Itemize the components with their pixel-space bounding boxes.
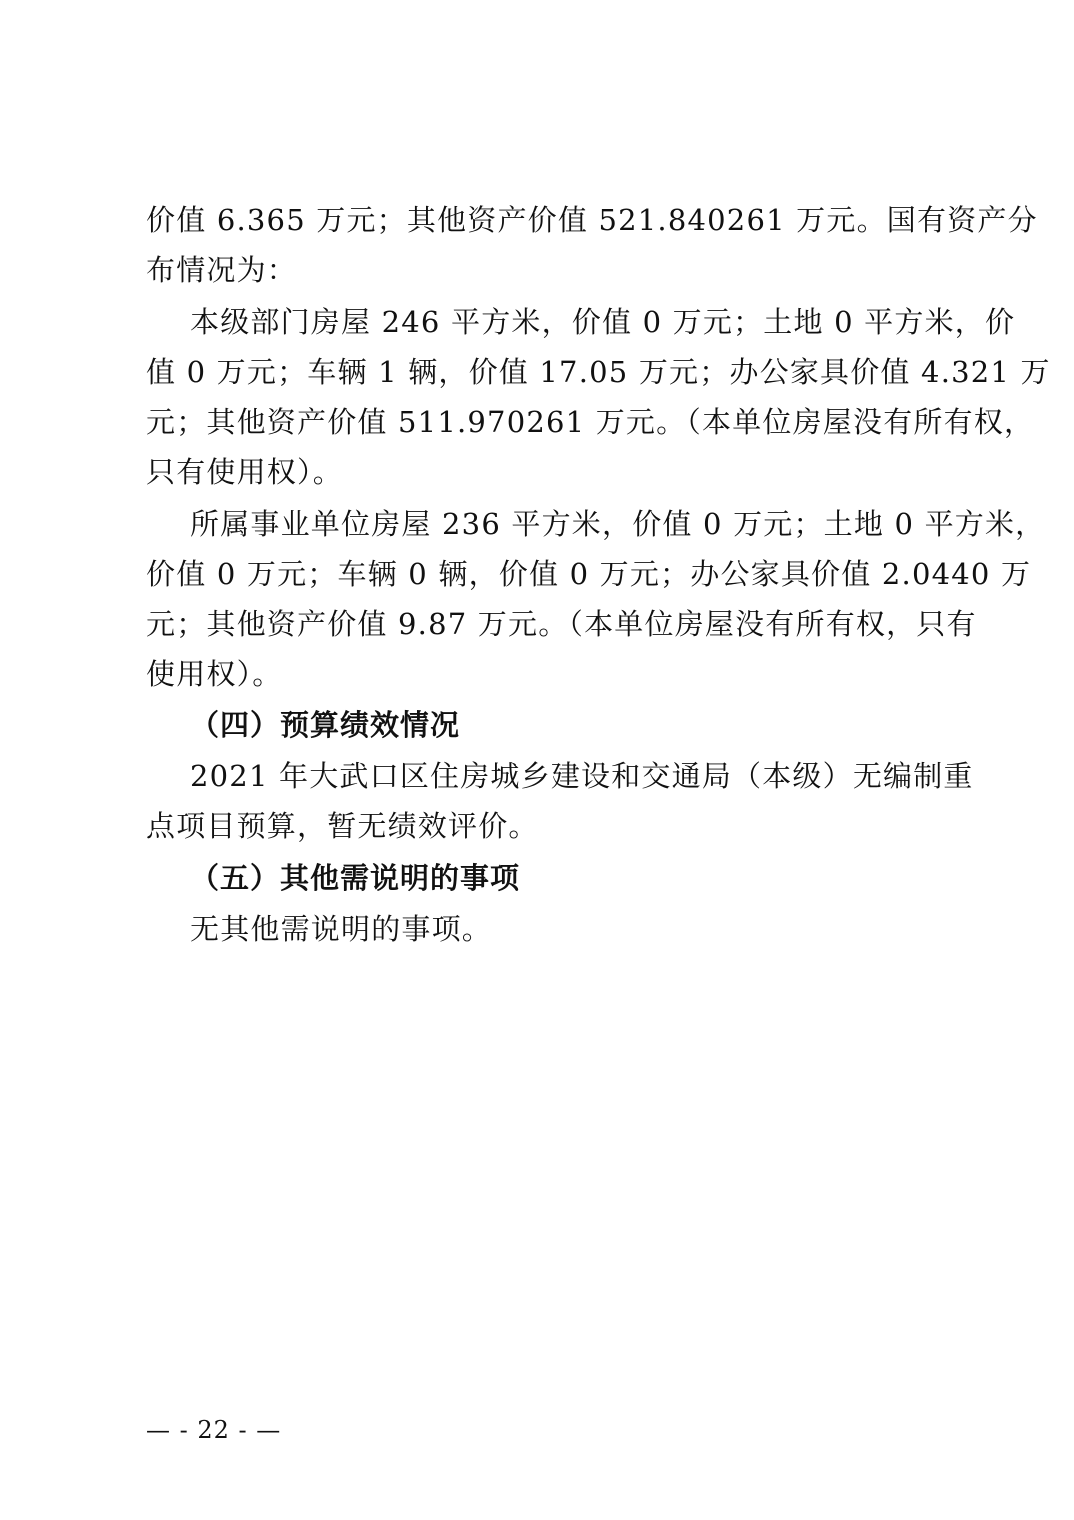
paragraph-asset-summary-line-1: 价值 6.365 万元；其他资产价值 521.840261 万元。国有资产分 [146, 203, 1038, 237]
paragraph-budget-performance-line-1: 2021 年大武口区住房城乡建设和交通局（本级）无编制重 [190, 759, 974, 793]
page-number: — - 22 - — [146, 1416, 282, 1444]
paragraph-department-assets-line-4: 只有使用权）。 [146, 455, 343, 489]
paragraph-affiliated-assets-line-4: 使用权）。 [146, 657, 283, 691]
paragraph-affiliated-assets-line-3: 元；其他资产价值 9.87 万元。（本单位房屋没有所有权，只有 [146, 607, 977, 641]
paragraph-department-assets-line-3: 元；其他资产价值 511.970261 万元。（本单位房屋没有所有权， [146, 405, 1035, 439]
paragraph-department-assets-line-2: 值 0 万元；车辆 1 辆，价值 17.05 万元；办公家具价值 4.321 万 [146, 355, 1051, 389]
paragraph-budget-performance-line-2: 点项目预算，暂无绩效评价。 [146, 809, 539, 843]
section-heading-budget-performance: （四）预算绩效情况 [190, 708, 461, 742]
paragraph-asset-summary-line-2: 布情况为： [146, 253, 298, 287]
paragraph-other-matters: 无其他需说明的事项。 [190, 912, 493, 946]
paragraph-department-assets-line-1: 本级部门房屋 246 平方米，价值 0 万元；土地 0 平方米，价 [190, 305, 1016, 339]
paragraph-affiliated-assets-line-2: 价值 0 万元；车辆 0 辆，价值 0 万元；办公家具价值 2.0440 万 [146, 557, 1032, 591]
section-heading-other-matters: （五）其他需说明的事项 [190, 861, 521, 895]
paragraph-affiliated-assets-line-1: 所属事业单位房屋 236 平方米，价值 0 万元；土地 0 平方米， [190, 507, 1046, 541]
